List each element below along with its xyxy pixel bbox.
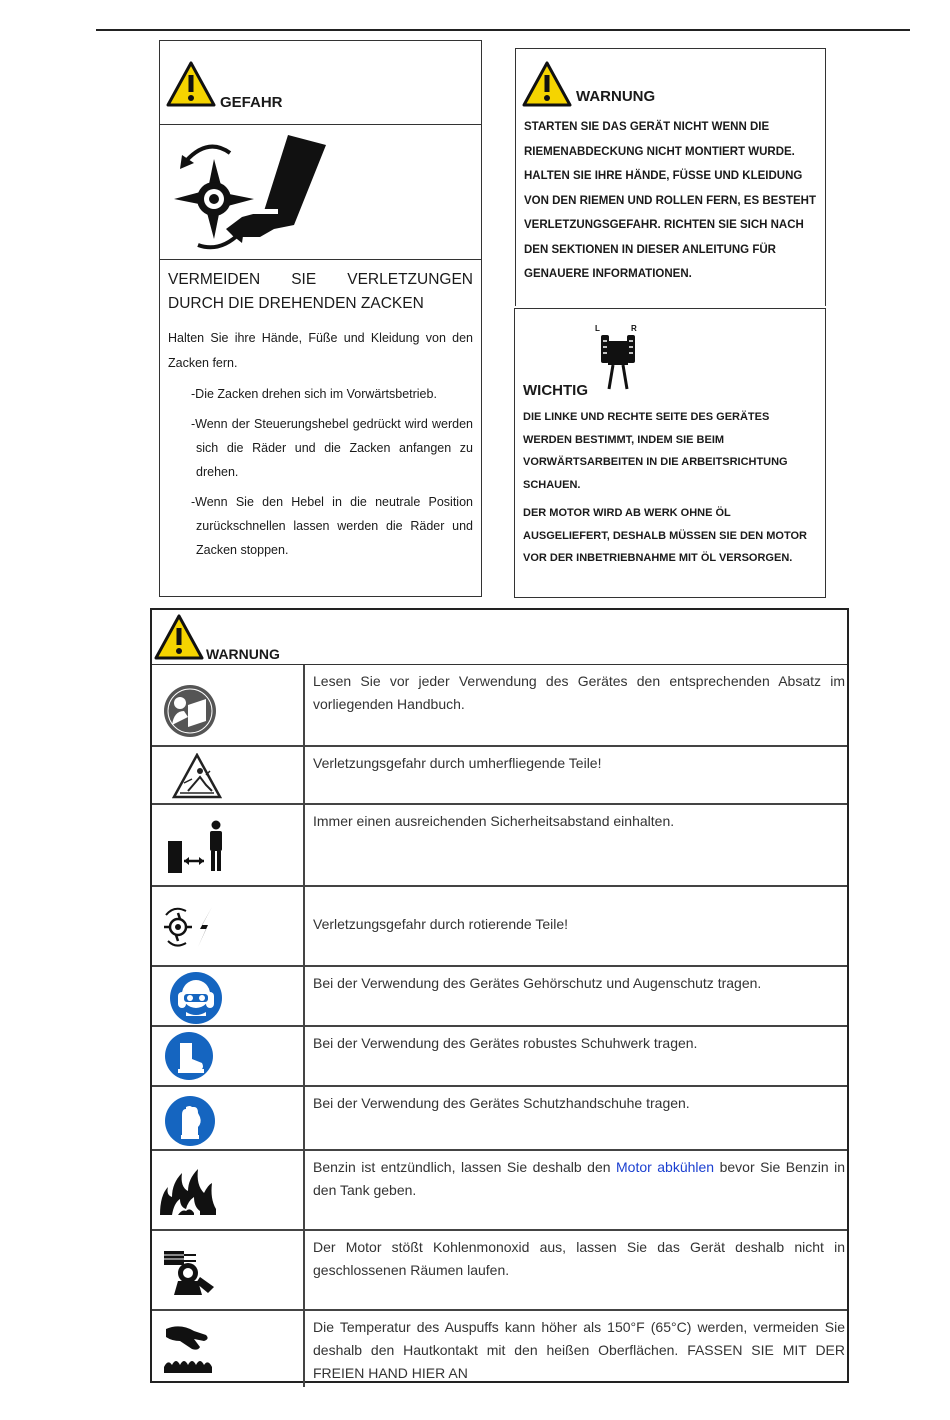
table-row bbox=[152, 665, 847, 747]
row-text: Immer einen ausreichenden Sicherheitsabstand einhalten. bbox=[313, 813, 675, 829]
row-text: Verletzungsgefahr durch umherfliegende Teile! bbox=[313, 755, 602, 771]
row-text: Verletzungsgefahr durch rotierende Teile! bbox=[313, 916, 569, 932]
flying-debris-icon bbox=[172, 753, 222, 799]
wichtig-label: WICHTIG bbox=[523, 382, 588, 399]
row-text: Lesen Sie vor jeder Verwendung des Gerätes den entsprechenden Absatz im vorliegenden Handbuch. bbox=[313, 673, 845, 712]
gefahr-item: -Wenn der Steuerungshebel gedrückt wird werden sich die Räder und die Zacken anfangen zu drehen. bbox=[191, 417, 473, 479]
fire-icon bbox=[158, 1165, 218, 1217]
row-text-part: bevor Sie Benzin in den Tank geben. bbox=[313, 1159, 845, 1198]
table-row bbox=[152, 967, 847, 1027]
safety-distance-icon bbox=[166, 819, 228, 875]
row-text: Bei der Verwendung des Gerätes robustes Schuhwerk tragen. bbox=[313, 1035, 698, 1051]
rotating-tines-hand-icon bbox=[168, 133, 328, 253]
gefahr-title-line1: VERMEIDEN SIE VERLETZUNGEN bbox=[168, 271, 473, 288]
table-row bbox=[152, 747, 847, 805]
warnung-symbol-table bbox=[150, 608, 849, 1383]
warning-triangle-icon bbox=[154, 614, 204, 660]
table-row bbox=[152, 1151, 847, 1231]
warnung-belt-label: WARNUNG bbox=[576, 88, 656, 105]
table-row bbox=[152, 887, 847, 967]
row-text-part: Die Temperatur des Auspuffs kann höher als 150°F (65°C) werden, vermeiden Sie deshalb den Hautkontakt mit den heißen Oberflächen. bbox=[313, 1319, 845, 1358]
left-right-orientation-icon bbox=[593, 323, 643, 393]
row-text-part: Benzin ist entzündlich, lassen Sie deshalb den bbox=[313, 1159, 616, 1175]
icon-left-letter: L bbox=[595, 324, 600, 333]
warning-triangle-icon bbox=[522, 61, 572, 107]
table-row bbox=[152, 1311, 847, 1387]
read-manual-icon bbox=[162, 683, 218, 739]
row-text-caps: FASSEN SIE MIT DER FREIEN HAND HIER AN bbox=[313, 1342, 846, 1381]
row-text: Bei der Verwendung des Gerätes Schutzhandschuhe tragen. bbox=[313, 1095, 690, 1111]
gefahr-box bbox=[159, 40, 482, 597]
warnung-belt-text: STARTEN SIE DAS GERÄT NICHT WENN DIE RIEMENABDECKUNG NICHT MONTIERT WURDE. HALTEN SIE IHRE HÄNDE, FÜSSE UND KLEIDUNG VON DEN RIEMEN UND ROLLEN FERN, ES BESTEHT VERLETZUNGSGEFAHR. RICHTEN SIE SICH NACH DEN SEKTIONEN IN DIESER ANLEITUNG FÜR GENAUERE INFORMATIONEN. bbox=[524, 121, 816, 280]
gefahr-label: GEFAHR bbox=[220, 94, 283, 111]
warnung-table-header bbox=[152, 610, 847, 665]
safety-boots-icon bbox=[164, 1031, 214, 1081]
carbon-monoxide-icon bbox=[162, 1247, 218, 1297]
table-row bbox=[152, 1231, 847, 1311]
rotating-parts-icon bbox=[160, 903, 216, 949]
gefahr-item: -Die Zacken drehen sich im Vorwärtsbetrieb. bbox=[191, 387, 437, 401]
table-row bbox=[152, 805, 847, 887]
table-row bbox=[152, 1027, 847, 1087]
gloves-icon bbox=[164, 1095, 216, 1147]
warnung-table-label: WARNUNG bbox=[206, 646, 280, 662]
motor-abkuehlen-link[interactable]: Motor abkühlen bbox=[616, 1159, 715, 1175]
table-row bbox=[152, 1087, 847, 1151]
icon-right-letter: R bbox=[631, 324, 637, 333]
row-text bbox=[305, 1151, 847, 1229]
warnung-belt-header bbox=[516, 49, 825, 113]
row-text: Der Motor stößt Kohlenmonoxid aus, lassen Sie das Gerät deshalb nicht in geschlossenen Räumen laufen. bbox=[313, 1239, 845, 1278]
hot-surface-icon bbox=[160, 1321, 220, 1375]
wichtig-header bbox=[515, 309, 825, 404]
gefahr-header bbox=[160, 41, 481, 125]
row-text: Bei der Verwendung des Gerätes Gehörschutz und Augenschutz tragen. bbox=[313, 975, 762, 991]
ear-eye-protection-icon bbox=[168, 970, 224, 1026]
gefahr-item: -Wenn Sie den Hebel in die neutrale Position zurückschnellen lassen werden die Räder und Zacken stoppen. bbox=[191, 495, 473, 557]
wichtig-para-1: DIE LINKE UND RECHTE SEITE DES GERÄTES WERDEN BESTIMMT, INDEM SIE BEIM VORWÄRTSARBEITEN IN DIE ARBEITSRICHTUNG SCHAUEN. bbox=[523, 411, 788, 491]
warning-triangle-icon bbox=[166, 61, 216, 107]
gefahr-intro: Halten Sie ihre Hände, Füße und Kleidung von den Zacken fern. bbox=[168, 331, 473, 370]
rotating-tines-illustration bbox=[160, 125, 481, 260]
row-text bbox=[305, 1311, 847, 1387]
warnung-belt-box bbox=[515, 48, 826, 306]
gefahr-title-line2: DURCH DIE DREHENDEN ZACKEN bbox=[168, 295, 424, 312]
top-rule bbox=[96, 29, 910, 31]
wichtig-box bbox=[514, 308, 826, 598]
wichtig-para-2: DER MOTOR WIRD AB WERK OHNE ÖL AUSGELIEFERT, DESHALB MÜSSEN SIE DEN MOTOR VOR DER INBETRIEBNAHME MIT ÖL VERSORGEN. bbox=[523, 507, 807, 564]
